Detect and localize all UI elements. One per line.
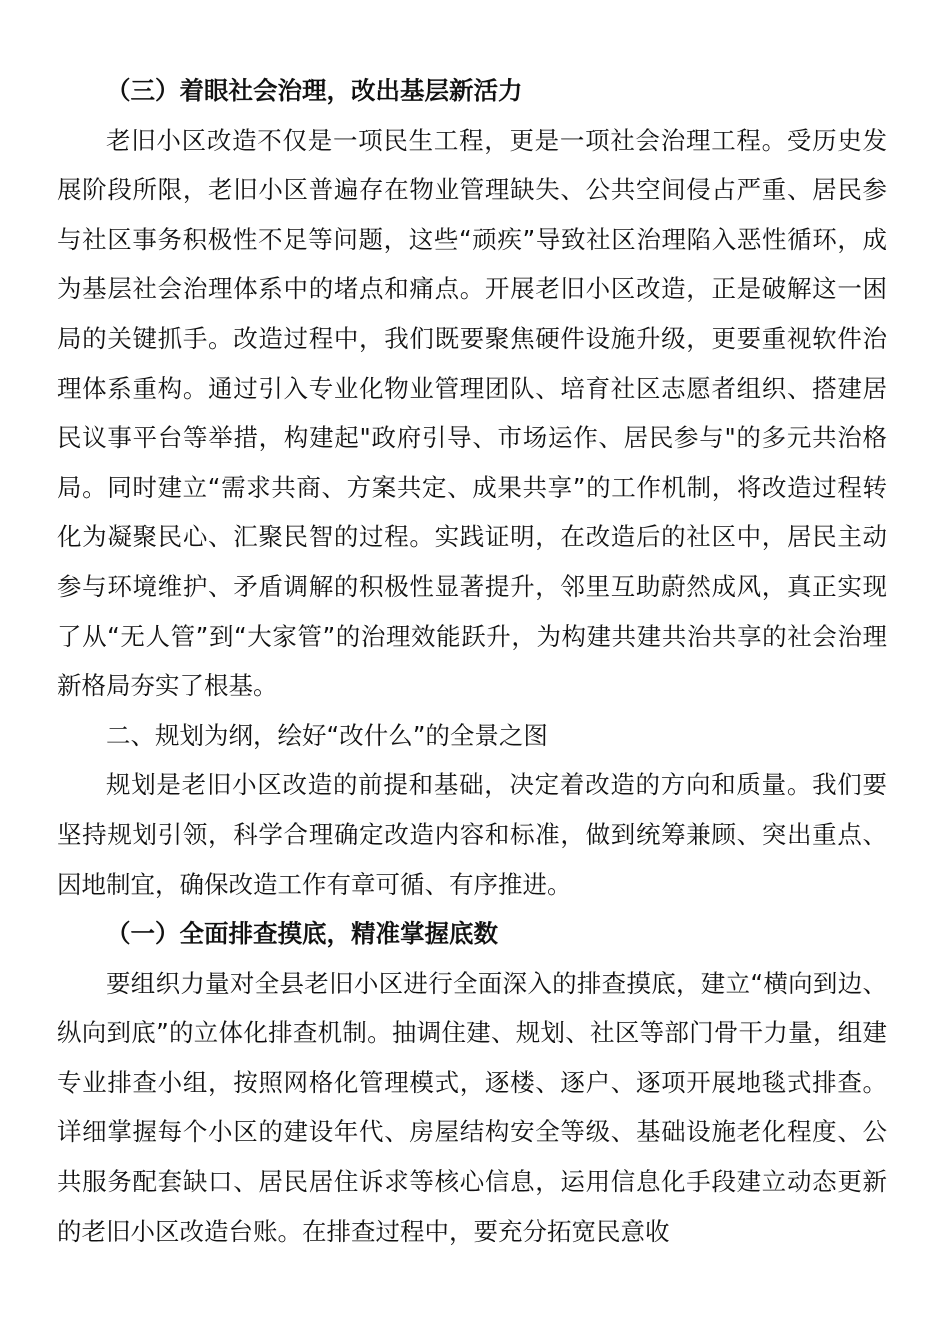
document-page <box>57 66 887 1256</box>
body-paragraph-survey: 要组织力量对全县老旧小区进行全面深入的排查摸底，建立“横向到边、纵向到底”的立体化排查机制。抽调住建、规划、社区等部门骨干力量，组建专业排查小组，按照网格化管理模式，逐楼、逐户、逐项开展地毯式排查。详细掌握每个小区的建设年代、房屋结构安全等级、基础设施老化程度、公共服务配套缺口、居民居住诉求等核心信息，运用信息化手段建立动态更新的老旧小区改造台账。在排查过程中，要充分拓宽民意收 <box>57 968 887 1246</box>
section-heading-governance: （三）着眼社会治理，改出基层新活力 <box>106 76 523 105</box>
chapter-heading-planning: 二、规划为纲，绘好“改什么”的全景之图 <box>106 720 548 750</box>
section-heading-survey: （一）全面排查摸底，精准掌握底数 <box>106 919 498 949</box>
body-paragraph-planning: 规划是老旧小区改造的前提和基础，决定着改造的方向和质量。我们要坚持规划引领，科学合理确定改造内容和标准，做到统筹兼顾、突出重点、因地制宜，确保改造工作有章可循、有序推进。 <box>57 770 887 899</box>
body-paragraph-governance: 老旧小区改造不仅是一项民生工程，更是一项社会治理工程。受历史发展阶段所限，老旧小区普遍存在物业管理缺失、公共空间侵占严重、居民参与社区事务积极性不足等问题，这些“顽疾”导致社区治理陷入恶性循环，成为基层社会治理体系中的堵点和痛点。开展老旧小区改造，正是破解这一困局的关键抓手。改造过程中，我们既要聚焦硬件设施升级，更要重视软件治理体系重构。通过引入专业化物业管理团队、培育社区志愿者组织、搭建居民议事平台等举措，构建起"政府引导、市场运作、居民参与"的多元共治格局。同时建立“需求共商、方案共定、成果共享”的工作机制，将改造过程转化为凝聚民心、汇聚民智的过程。实践证明，在改造后的社区中，居民主动参与环境维护、矛盾调解的积极性显著提升，邻里互助蔚然成风，真正实现了从“无人管”到“大家管”的治理效能跃升，为构建共建共治共享的社会治理新格局夯实了根基。 <box>57 125 887 701</box>
